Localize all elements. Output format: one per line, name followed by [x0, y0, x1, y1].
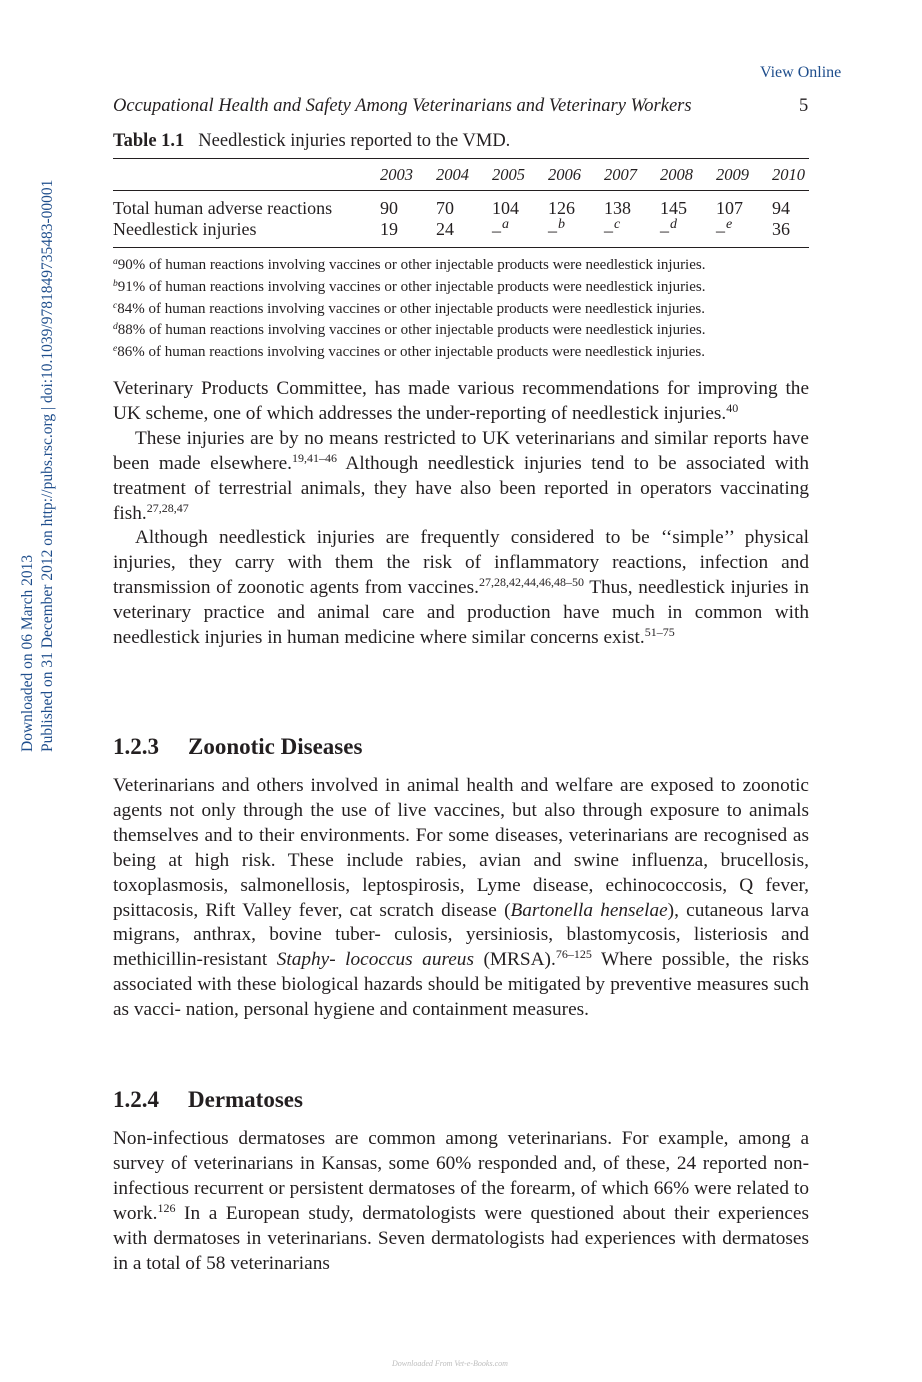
table-cell: _ — [716, 214, 725, 234]
citation-ref[interactable]: 40 — [726, 400, 739, 415]
footnote-marker: c — [614, 217, 621, 232]
table-footnote: $^e$86% of human reactions involving vaccines or other injectable products were needlestick injuries. — [113, 344, 705, 361]
row-label: Total human adverse reactions — [113, 198, 333, 218]
table-cell: 70 — [436, 198, 454, 218]
year-header: 2006 — [548, 165, 581, 184]
table-label: Table 1.1 — [113, 131, 185, 151]
table-footnote: $^a$90% of human reactions involving vaccines or other injectable products were needlestick injuries. — [113, 257, 706, 273]
page-number: 5 — [799, 96, 809, 116]
body-text-zoonotic — [113, 774, 809, 1023]
side-banner — [18, 179, 56, 752]
section-number: 1.2.4 — [113, 1087, 159, 1112]
published-link[interactable]: Published on 31 December 2012 on http://pubs.rsc.org | doi:10.1039/9781849735483-00001 — [39, 179, 56, 752]
table-cell: _ — [548, 214, 557, 234]
table-cell: 107 — [716, 198, 743, 218]
table-header-rule — [113, 190, 809, 191]
section-number: 1.2.3 — [113, 734, 159, 759]
table-caption — [113, 131, 510, 152]
row-label: Needlestick injuries — [113, 219, 257, 239]
footnote-marker: a — [502, 217, 509, 232]
citation-ref[interactable]: 51–75 — [644, 625, 675, 640]
table-footnotes — [113, 253, 813, 362]
section-heading — [113, 1087, 303, 1113]
table-cell: 24 — [436, 219, 454, 239]
section-title: Zoonotic Diseases — [188, 734, 363, 759]
footnote-marker: b — [558, 217, 565, 232]
table-cell: 126 — [548, 198, 575, 218]
table-bottom-rule — [113, 247, 809, 248]
section-heading — [113, 734, 362, 760]
table-footnote: $^c$84% of human reactions involving vaccines or other injectable products were needlestick injuries. — [113, 300, 705, 317]
year-header: 2007 — [604, 165, 637, 184]
table-caption-text: Needlestick injuries reported to the VMD. — [198, 131, 511, 151]
year-header: 2003 — [380, 165, 413, 184]
table-top-rule — [113, 158, 809, 159]
table-cell: _ — [492, 214, 501, 234]
citation-ref[interactable]: 19,41–46 — [292, 450, 337, 465]
table-cell: 104 — [492, 198, 519, 218]
year-header: 2004 — [436, 165, 469, 184]
table-footnote: $^b$91% of human reactions involving vaccines or other injectable products were needlestick injuries. — [113, 278, 706, 295]
footnote-marker: e — [726, 217, 733, 232]
table-cell: 94 — [772, 198, 790, 218]
downloaded-link[interactable]: Downloaded on 06 March 2013 — [19, 554, 36, 752]
body-text-top — [113, 377, 809, 651]
running-title: Occupational Health and Safety Among Veterinarians and Veterinary Workers — [113, 96, 692, 116]
citation-ref[interactable]: 76–125 — [555, 947, 592, 962]
table-cell: 19 — [380, 219, 398, 239]
paragraph: Veterinarians and others involved in animal health and welfare are exposed to zoonotic agents not only through the use of live vaccines, but also through exposure to animals themselves and to their environments. For some diseases, veterinarians are recognised as being at high risk. These include rabies, avian and swine influenza, brucellosis, toxoplasmosis, salmonellosis, leptospirosis, Lyme disease, echinococcosis, Q fever, psittacosis, Rift Valley fever, cat scratch disease (Bartonella henselae), cutaneous larva migrans, anthrax, bovine tuber- culosis, yersiniosis, blastomycosis, listeriosis and methicillin-resistant Staphy- lococcus aureus (MRSA).$^{76-125}$ Where possible, the risks associated with these biological hazards should be mitigated by preventive measures such as vacci- nation, personal hygiene and containment measures. — [113, 775, 810, 1021]
paragraph: Although needlestick injuries are frequently considered to be ‘‘simple’’ physical injuries, they carry with them the risk of inflammatory reactions, infection and transmission of zoonotic agents from vaccines.$^{27,28,42,44,46,48-50}$ Thus, needlestick injuries in veterinary practice and animal care and production have much in common with needlestick injuries in human medicine where similar concerns exist.$^{51-75}$ — [113, 527, 809, 649]
table-cell: 138 — [604, 198, 631, 218]
table-cell: _ — [660, 214, 669, 234]
table-footnote: $^d$88% of human reactions involving vaccines or other injectable products were needlestick injuries. — [113, 322, 706, 339]
view-online-link[interactable]: View Online — [760, 64, 842, 81]
section-title: Dermatoses — [188, 1087, 303, 1112]
year-header: 2008 — [660, 165, 693, 184]
body-text-dermatoses — [113, 1127, 809, 1276]
footnote-marker: d — [670, 217, 677, 232]
table-cell: 90 — [380, 198, 398, 218]
table-cell: _ — [604, 214, 613, 234]
paragraph: Non-infectious dermatoses are common among veterinarians. For example, among a survey of veterinarians in Kansas, some 60% responded and, of these, 24 reported non-infectious recurrent or persistent dermatoses of the forearm, of which 66% were related to work.$^{126}$ In a European study, dermatologists were questioned about their experiences with dermatoses in veterinarians. Seven dermatologists had experiences with dermatoses in a total of 58 veterinarians — [113, 1128, 809, 1274]
citation-ref[interactable]: 27,28,47 — [146, 500, 189, 515]
year-header: 2005 — [492, 165, 525, 184]
citation-ref[interactable]: 126 — [157, 1200, 176, 1215]
year-header: 2010 — [772, 165, 805, 184]
paragraph: Veterinary Products Committee, has made various recommendations for improving the UK scheme, one of which addresses the under-reporting of needlestick injuries.$^{40}$ — [113, 378, 809, 424]
table-cell: 145 — [660, 198, 687, 218]
footer-watermark: Downloaded From Vet-e-Books.com — [392, 1359, 508, 1368]
paragraph: These injuries are by no means restricted to UK veterinarians and similar reports have been made elsewhere.$^{19,41-46}$ Although needlestick injuries tend to be associated with treatment of terrestrial animals, they have also been reported in operators vaccinating fish.$^{27,28,47}$ — [113, 427, 809, 524]
year-header: 2009 — [716, 165, 749, 184]
citation-ref[interactable]: 27,28,42,44,46,48–50 — [478, 575, 584, 590]
table-cell: 36 — [772, 219, 790, 239]
